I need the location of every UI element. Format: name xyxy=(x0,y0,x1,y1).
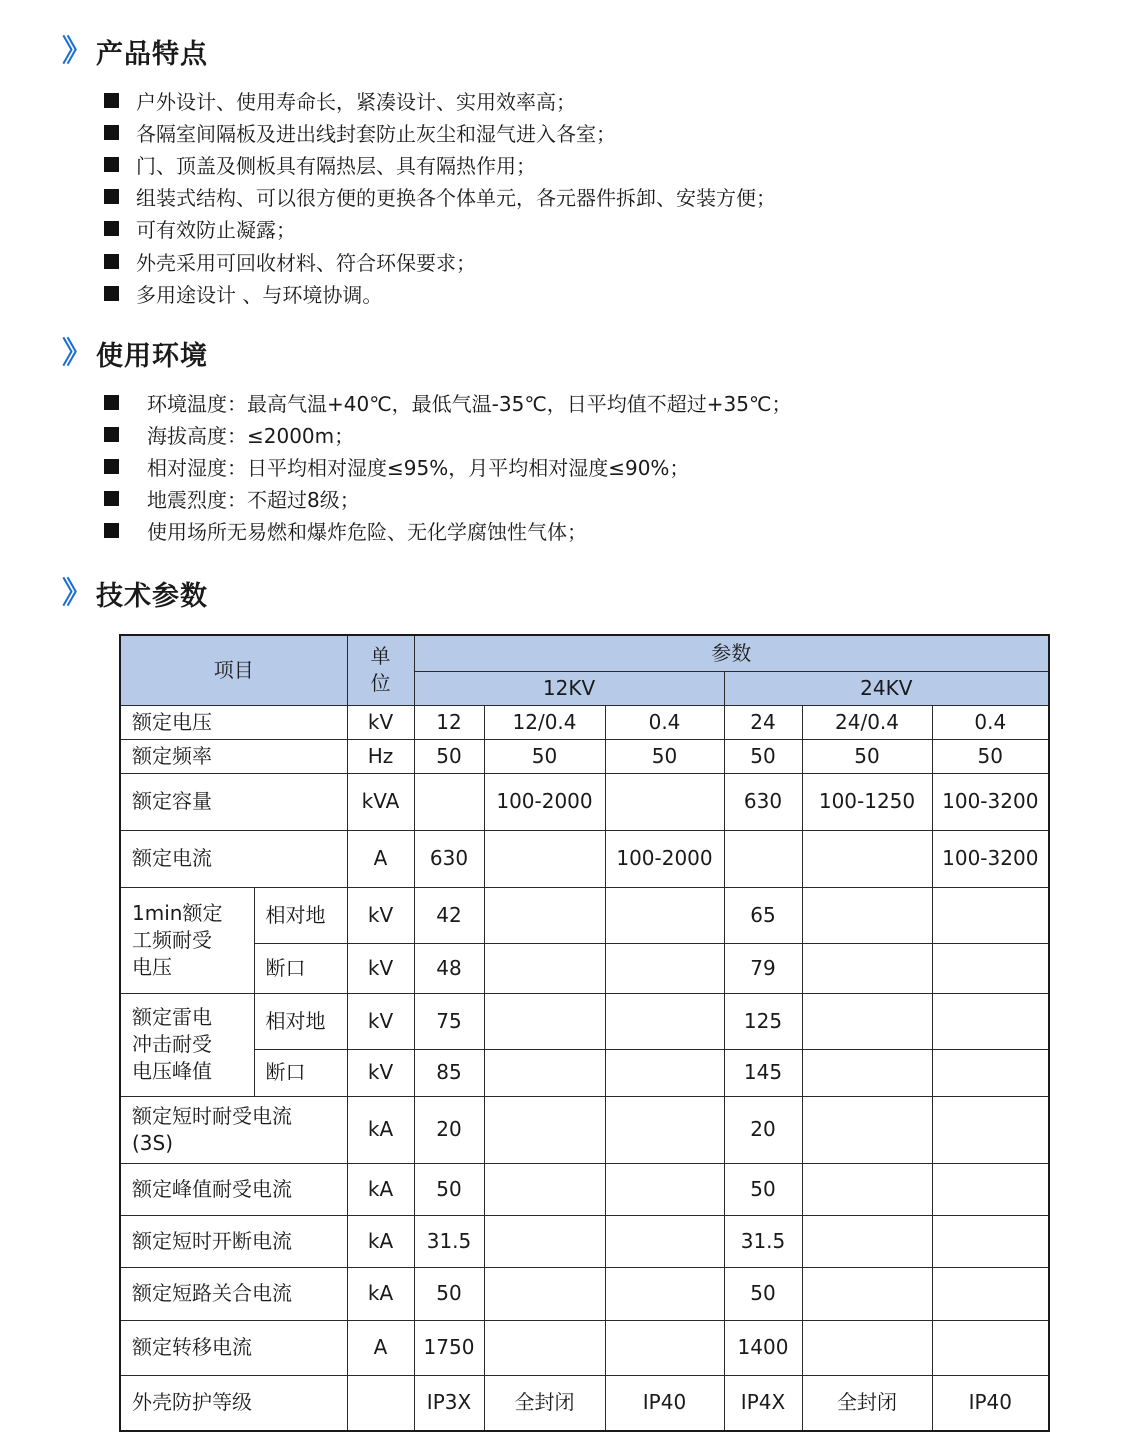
environment-list xyxy=(104,386,791,547)
table-cell: 31.5 xyxy=(724,1215,802,1267)
header-item: 项目 xyxy=(120,635,347,705)
table-row xyxy=(120,1096,1049,1163)
table-cell: 630 xyxy=(414,830,484,887)
table-cell: IP40 xyxy=(605,1375,724,1431)
table-row xyxy=(120,1320,1049,1375)
table-cell xyxy=(605,993,724,1049)
list-item-text: 地震烈度：不超过8级； xyxy=(147,488,360,513)
row-sublabel: 相对地 xyxy=(254,887,347,943)
list-item-text: 门、顶盖及侧板具有隔热层、具有隔热作用； xyxy=(136,153,536,178)
table-cell: 50 xyxy=(414,1163,484,1215)
table-cell: 全封闭 xyxy=(802,1375,932,1431)
row-unit: kV xyxy=(347,993,414,1049)
list-item-text: 海拔高度：≤2000m； xyxy=(147,423,355,448)
table-cell: 100-3200 xyxy=(932,773,1049,830)
row-label: 额定频率 xyxy=(120,739,347,773)
table-cell: 125 xyxy=(724,993,802,1049)
table-cell xyxy=(932,1049,1049,1096)
row-unit: kA xyxy=(347,1267,414,1320)
table-cell xyxy=(802,993,932,1049)
list-item-text: 各隔室间隔板及进出线封套防止灰尘和湿气进入各室； xyxy=(136,121,616,146)
table-cell: 100-2000 xyxy=(484,773,605,830)
table-row xyxy=(120,993,1049,1049)
table-cell: 79 xyxy=(724,943,802,993)
table-cell xyxy=(605,1320,724,1375)
list-item xyxy=(104,148,776,180)
table-row xyxy=(120,1267,1049,1320)
list-item xyxy=(104,84,776,116)
table-cell xyxy=(932,1163,1049,1215)
table-cell: IP40 xyxy=(932,1375,1049,1431)
list-item-text: 组装式结构、可以很方便的更换各个体单元，各元器件拆卸、安装方便； xyxy=(136,186,776,211)
row-unit: kA xyxy=(347,1163,414,1215)
row-label-multiline: 额定短时耐受电流 (3S) xyxy=(120,1096,347,1163)
table-cell: 50 xyxy=(802,739,932,773)
list-item xyxy=(104,116,776,148)
row-label: 外壳防护等级 xyxy=(120,1375,347,1431)
table-cell: 50 xyxy=(724,1163,802,1215)
row-label: 额定电压 xyxy=(120,705,347,739)
row-unit: kVA xyxy=(347,773,414,830)
table-cell: 50 xyxy=(414,739,484,773)
double-chevron-right-icon: 》 xyxy=(62,575,92,611)
table-cell xyxy=(605,1267,724,1320)
row-unit: kV xyxy=(347,1049,414,1096)
list-item xyxy=(104,386,791,418)
table-cell: 12 xyxy=(414,705,484,739)
list-item-text: 环境温度：最高气温+40℃，最低气温-35℃，日平均值不超过+35℃； xyxy=(147,391,792,416)
table-header-row xyxy=(120,635,1049,671)
table-cell xyxy=(724,830,802,887)
table-cell xyxy=(802,830,932,887)
table-row xyxy=(120,943,1049,993)
square-bullet-icon xyxy=(104,93,119,108)
square-bullet-icon xyxy=(104,125,119,140)
square-bullet-icon xyxy=(104,221,119,236)
features-list xyxy=(104,84,776,309)
table-cell: 0.4 xyxy=(932,705,1049,739)
list-item-text: 多用途设计 、与环境协调。 xyxy=(136,282,383,307)
table-cell xyxy=(605,1163,724,1215)
list-item-text: 相对湿度：日平均相对湿度≤95%，月平均相对湿度≤90%； xyxy=(147,455,690,480)
table-cell: 630 xyxy=(724,773,802,830)
section-features-header xyxy=(62,32,208,71)
table-row xyxy=(120,705,1049,739)
table-row xyxy=(120,739,1049,773)
square-bullet-icon xyxy=(104,427,119,442)
list-item xyxy=(104,418,791,450)
table-cell xyxy=(605,773,724,830)
table-cell xyxy=(605,887,724,943)
table-cell xyxy=(932,1267,1049,1320)
table-cell xyxy=(932,887,1049,943)
list-item xyxy=(104,277,776,309)
table-cell: 1750 xyxy=(414,1320,484,1375)
list-item xyxy=(104,181,776,213)
square-bullet-icon xyxy=(104,189,119,204)
list-item-text: 使用场所无易燃和爆炸危险、无化学腐蚀性气体； xyxy=(147,520,587,545)
table-cell: 50 xyxy=(932,739,1049,773)
table-cell xyxy=(414,773,484,830)
row-label-multiline: 1min额定 工频耐受 电压 xyxy=(120,887,254,993)
double-chevron-right-icon: 》 xyxy=(62,335,92,371)
row-label-multiline: 额定雷电 冲击耐受 电压峰值 xyxy=(120,993,254,1096)
list-item-text: 户外设计、使用寿命长，紧凑设计、实用效率高； xyxy=(136,89,576,114)
table-row xyxy=(120,887,1049,943)
square-bullet-icon xyxy=(104,395,119,410)
table-row xyxy=(120,773,1049,830)
row-label: 额定转移电流 xyxy=(120,1320,347,1375)
table-cell xyxy=(484,993,605,1049)
table-cell: 20 xyxy=(724,1096,802,1163)
table-cell xyxy=(605,1215,724,1267)
table-cell xyxy=(605,1049,724,1096)
row-sublabel: 断口 xyxy=(254,943,347,993)
table-cell xyxy=(484,1096,605,1163)
row-unit: A xyxy=(347,1320,414,1375)
table-cell: 31.5 xyxy=(414,1215,484,1267)
row-label: 额定峰值耐受电流 xyxy=(120,1163,347,1215)
header-group-12kv: 12KV xyxy=(414,671,724,705)
table-cell: 24 xyxy=(724,705,802,739)
table-row xyxy=(120,830,1049,887)
row-unit: A xyxy=(347,830,414,887)
table-cell: 65 xyxy=(724,887,802,943)
row-label: 额定电流 xyxy=(120,830,347,887)
table-cell xyxy=(932,943,1049,993)
table-cell xyxy=(484,1320,605,1375)
square-bullet-icon xyxy=(104,286,119,301)
table-cell xyxy=(802,1267,932,1320)
table-cell: 24/0.4 xyxy=(802,705,932,739)
section-environment-header xyxy=(62,334,208,373)
table-cell xyxy=(802,1049,932,1096)
table-cell xyxy=(605,1096,724,1163)
table-cell: 145 xyxy=(724,1049,802,1096)
table-cell: 48 xyxy=(414,943,484,993)
table-cell: 100-2000 xyxy=(605,830,724,887)
table-row xyxy=(120,1215,1049,1267)
row-label: 额定短时开断电流 xyxy=(120,1215,347,1267)
row-unit xyxy=(347,1375,414,1431)
table-cell xyxy=(932,1215,1049,1267)
table-cell: 42 xyxy=(414,887,484,943)
table-cell xyxy=(484,943,605,993)
table-row xyxy=(120,1375,1049,1431)
table-cell: 100-1250 xyxy=(802,773,932,830)
row-unit: kV xyxy=(347,705,414,739)
table-cell xyxy=(932,993,1049,1049)
table-cell: 50 xyxy=(484,739,605,773)
tech-params-table xyxy=(119,634,1050,1432)
table-cell xyxy=(802,1215,932,1267)
header-params: 参数 xyxy=(414,635,1049,671)
header-unit: 单 位 xyxy=(347,635,414,705)
square-bullet-icon xyxy=(104,491,119,506)
list-item-text: 可有效防止凝露； xyxy=(136,218,296,243)
table-cell xyxy=(484,1215,605,1267)
table-cell: 12/0.4 xyxy=(484,705,605,739)
double-chevron-right-icon: 》 xyxy=(62,33,92,69)
row-unit: kA xyxy=(347,1215,414,1267)
table-cell xyxy=(802,1320,932,1375)
table-cell: IP3X xyxy=(414,1375,484,1431)
table-cell: 50 xyxy=(414,1267,484,1320)
row-label: 额定短路关合电流 xyxy=(120,1267,347,1320)
list-item xyxy=(104,483,791,515)
table-cell xyxy=(802,887,932,943)
section-title: 技术参数 xyxy=(96,581,208,612)
row-label: 额定容量 xyxy=(120,773,347,830)
table-cell: IP4X xyxy=(724,1375,802,1431)
table-cell: 20 xyxy=(414,1096,484,1163)
table-cell xyxy=(932,1096,1049,1163)
row-unit: Hz xyxy=(347,739,414,773)
table-cell: 0.4 xyxy=(605,705,724,739)
table-cell xyxy=(605,943,724,993)
header-group-24kv: 24KV xyxy=(724,671,1049,705)
square-bullet-icon xyxy=(104,157,119,172)
table-cell: 全封闭 xyxy=(484,1375,605,1431)
row-sublabel: 相对地 xyxy=(254,993,347,1049)
row-sublabel: 断口 xyxy=(254,1049,347,1096)
table-cell: 100-3200 xyxy=(932,830,1049,887)
table-row xyxy=(120,1049,1049,1096)
list-item xyxy=(104,245,776,277)
table-cell: 50 xyxy=(605,739,724,773)
square-bullet-icon xyxy=(104,459,119,474)
table-cell xyxy=(802,1096,932,1163)
table-cell xyxy=(484,887,605,943)
square-bullet-icon xyxy=(104,523,119,538)
row-unit: kV xyxy=(347,943,414,993)
table-cell xyxy=(802,1163,932,1215)
table-cell: 75 xyxy=(414,993,484,1049)
table-cell: 50 xyxy=(724,739,802,773)
section-title: 使用环境 xyxy=(96,341,208,372)
square-bullet-icon xyxy=(104,254,119,269)
table-cell xyxy=(802,943,932,993)
table-cell xyxy=(484,1049,605,1096)
section-title: 产品特点 xyxy=(96,39,208,70)
table-cell xyxy=(484,830,605,887)
table-cell xyxy=(484,1163,605,1215)
table-row xyxy=(120,1163,1049,1215)
list-item xyxy=(104,450,791,482)
list-item xyxy=(104,515,791,547)
table-cell xyxy=(932,1320,1049,1375)
row-unit: kV xyxy=(347,887,414,943)
row-unit: kA xyxy=(347,1096,414,1163)
table-cell xyxy=(484,1267,605,1320)
list-item-text: 外壳采用可回收材料、符合环保要求； xyxy=(136,250,476,275)
section-tech-header xyxy=(62,574,208,613)
table-cell: 1400 xyxy=(724,1320,802,1375)
list-item xyxy=(104,213,776,245)
table-cell: 85 xyxy=(414,1049,484,1096)
table-cell: 50 xyxy=(724,1267,802,1320)
